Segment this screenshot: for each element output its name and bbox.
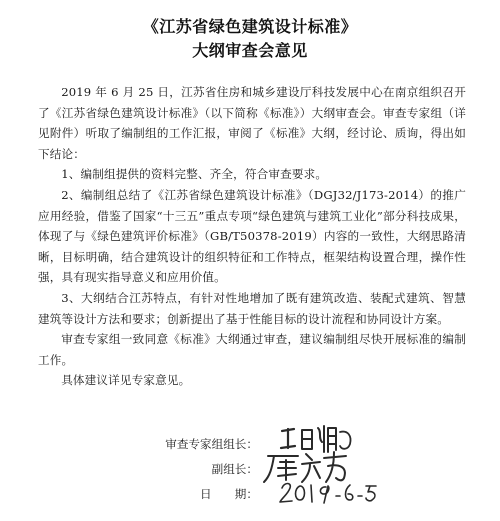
document-title: 《江苏省绿色建筑设计标准》: [142, 17, 358, 36]
document-subtitle: 大纲审查会意见: [192, 41, 308, 60]
date-label: 日 期：: [200, 487, 258, 501]
paragraph-details: 具体建议详见专家意见。: [61, 373, 191, 388]
paragraph-conclusion-1: 1、编制组提供的资料完整、齐全，符合审查要求。: [61, 167, 328, 182]
leader-label: 审查专家组组长：: [165, 437, 258, 451]
document-body: [38, 82, 466, 391]
paragraph-intro: 2019 年 6 月 25 日，江苏省住房和城乡建设厅科技发展中心在南京组织召开了《江苏省绿色建筑设计标准》（以下简称《标准》）大纲审查会。审查专家组（详见附件）听取了编制组的工作汇报，审阅了《标准》大纲，经讨论、质询，得出如下结论：: [38, 85, 466, 161]
deputy-label: 副组长：: [211, 462, 258, 476]
paragraph-conclusion-3: 3、大纲结合江苏特点，有针对性地增加了既有建筑改造、装配式建筑、智慧建筑等设计方法和要求；创新提出了基于性能目标的设计流程和协同设计方案。: [38, 290, 466, 326]
date-handwriting-image: [278, 478, 378, 506]
paragraph-approval: 审查专家组一致同意《标准》大纲通过审查，建议编制组尽快开展标准的编制工作。: [38, 332, 466, 367]
paragraph-conclusion-2: 2、编制组总结了《江苏省绿色建筑设计标准》（DGJ32/J173-2014）的推广应用经验，借鉴了国家“十三五”重点专项“绿色建筑与建筑工业化”部分科技成果，体现了与《绿色建筑评价标准》（GB/T50378-2019）内容的一致性，大纲思路清晰，目标明确，结合建筑设计的组织特征和工作特点，框架结构设置合理，操作性强，具有现实指导意义和应用价值。: [38, 187, 466, 285]
